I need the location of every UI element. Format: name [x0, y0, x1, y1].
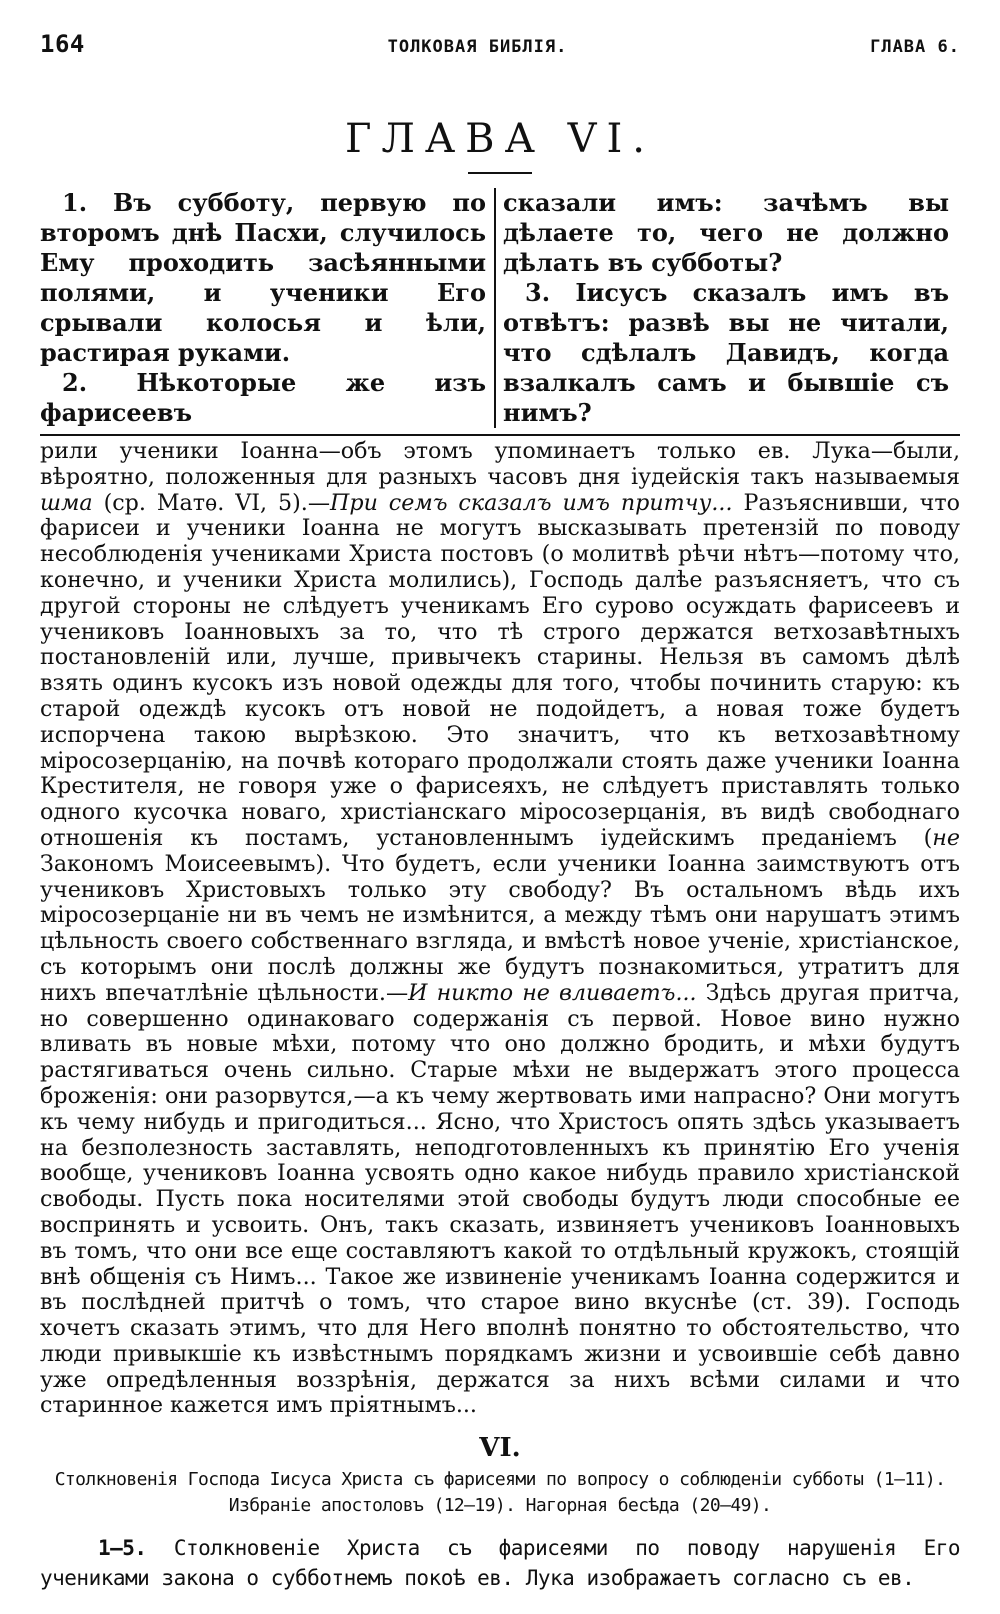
section-summary: Столкновенія Господа Іисуса Христа съ фарисеями по вопросу о соблюденіи субботы (1—11). Избраніе апостоловъ (12—19). Нагорная бесѣда (20—49). [54, 1469, 946, 1517]
column-divider [494, 188, 496, 428]
section-number: VI. [479, 1433, 521, 1464]
subsection-text: Столкновеніе Христа съ фарисеями по поводу нарушенія Его учениками закона о субботнемъ покоѣ ев. Лука изображаетъ согласно съ ев. [40, 1536, 960, 1591]
verse-column-right [503, 188, 949, 428]
commentary-italic-2: При семъ сказалъ имъ притчу... [330, 489, 733, 516]
page-number: 164 [40, 30, 85, 58]
page [40, 30, 960, 1614]
commentary-part-1: рили ученики Іоанна—объ этомъ упоминаетъ только ев. Лука—были, вѣроятно, положенныя для разныхъ часовъ дня іудейскія такъ называемыя [40, 438, 960, 490]
commentary-italic-1: шма [40, 489, 93, 516]
commentary-part-2: (ср. Матѳ. VI, 5).— [92, 489, 331, 516]
verse-column-left [40, 188, 486, 428]
commentary-text [40, 439, 960, 1419]
book-title: ТОЛКОВАЯ БИБЛІЯ. [387, 37, 568, 57]
verses-rule [40, 434, 960, 436]
commentary-part-5: Здѣсь другая притча, но совершенно одинаковаго содержанія съ первой. Новое вино нужно вливать въ новые мѣхи, потому что оно должно бродить, и мѣхи будутъ растягиваться очень сильно. Старые мѣхи не выдержатъ этого процесса броженія: они разорвутся,—а къ чему жертвовать ими напрасно? Они могутъ къ чему нибудь и пригодиться... Ясно, что Христосъ опять здѣсь указываетъ на безполезность заставлять, неподготовленныхъ къ принятію Его ученія вообще, учениковъ Іоанна усвоять одно какое нибудь правило христіанской свободы. Пусть пока носителями этой свободы будутъ люди способные ее воспринять и усвоить. Онъ, такъ сказать, извиняетъ учениковъ Іоанновыхъ въ томъ, что они все еще составляютъ какой то отдѣльный кружокъ, стоящій внѣ общенія съ Нимъ... Такое же извиненіе ученикамъ Іоанна содержится и въ послѣдней притчѣ о томъ, что старое вино вкуснѣе (ст. 39). Господь хочетъ сказать этимъ, что для Него вполнѣ понятно то обстоятельство, что люди привыкшіе къ извѣстнымъ порядкамъ жизни и усвоившіе себѣ давно уже опредѣленныя воззрѣнія, держатся за нихъ всѣми силами и что старинное кажется имъ пріятнымъ... [40, 979, 960, 1419]
commentary-italic-4: И никто не вливаетъ... [408, 979, 697, 1006]
verse-3: 3. Іисусъ сказалъ имъ въ отвѣтъ: развѣ вы не читали, что сдѣлалъ Давидъ, когда взалкалъ самъ и бывшіе съ нимъ? [503, 278, 949, 427]
verse-2-start: 2. Нѣкоторые же изъ фарисеевъ [40, 368, 486, 427]
subsection-paragraph [40, 1533, 960, 1593]
subsection-verse-range: 1—5. [98, 1536, 147, 1561]
chapter-title: ГЛАВА VI. [345, 116, 655, 162]
commentary-italic-3: не [932, 824, 960, 851]
verse-1: 1. Въ субботу, первую по второмъ днѣ Пасхи, случилось Ему проходить засѣянными полями, и ученики Его срывали колосья и ѣли, растирая руками. [40, 188, 486, 367]
running-head [40, 30, 960, 70]
chapter-label: ГЛАВА 6. [870, 37, 960, 57]
commentary-part-4: Закономъ Моисеевымъ). Что будетъ, если ученики Іоанна заимствуютъ отъ учениковъ Христовыхъ только эту свободу? Въ остальномъ вѣдь ихъ міросозерцаніе ни въ чемъ не измѣнится, а между тѣмъ они нарушатъ этимъ цѣльность своего собственнаго взгляда, и вмѣстѣ новое ученіе, христіанское, съ которымъ они послѣ должны же будутъ познакомиться, утратитъ для нихъ впечатлѣніе цѣльности.— [40, 850, 960, 1006]
title-rule [468, 172, 532, 174]
commentary-part-3: Разъяснивши, что фарисеи и ученики Іоанна не могутъ высказывать претензій по поводу несоблюденія учениками Христа постовъ (о молитвѣ рѣчи нѣтъ—потому что, конечно, и ученики Христа молились), Господь далѣе разъясняетъ, что съ другой стороны не слѣдуетъ ученикамъ Его сурово осуждать фарисеевъ и учениковъ Іоанновыхъ за то, что тѣ строго держатся ветхозавѣтныхъ постановленій или, лучше, привычекъ старины. Нельзя въ самомъ дѣлѣ взять одинъ кусокъ изъ новой одежды для того, чтобы починить старую: къ старой одеждѣ кусокъ отъ новой не подойдетъ, а новая тоже будетъ испорчена такою вырѣзкою. Это значитъ, что къ ветхозавѣтному міросозерцанію, на почвѣ котораго продолжали стоять даже ученики Іоанна Крестителя, не говоря уже о фарисеяхъ, не слѣдуетъ приставлять только одного кусочка новаго, христіанскаго міросозерцанія, въ видѣ свободнаго отношенія къ постамъ, установленнымъ іудейскимъ преданіемъ ( [40, 489, 960, 851]
scripture-verses [40, 188, 960, 428]
verse-2-end: сказали имъ: зачѣмъ вы дѣлаете то, чего не должно дѣлать въ субботы? [503, 188, 949, 277]
